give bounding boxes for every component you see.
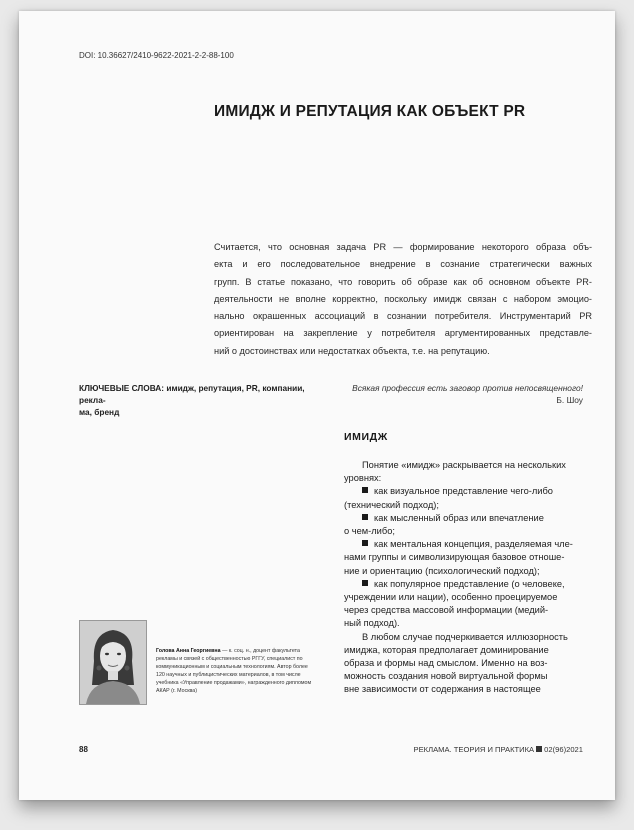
body-line: образа и формы над смыслом. Именно на воз-	[344, 658, 548, 669]
author-bio	[156, 647, 316, 695]
author-photo	[79, 620, 147, 705]
bullet-icon	[362, 514, 368, 520]
epigraph-text: Всякая профессия есть заговор против непосвященного!	[352, 383, 583, 393]
keywords	[79, 382, 319, 418]
list-item: как популярное представление (о человеке,	[344, 578, 594, 591]
journal-issue: 02(96)2021	[544, 745, 583, 754]
doi-line: DOI: 10.36627/2410-9622-2021-2-2-88-100	[79, 51, 234, 60]
author-bio-text: — к. соц. н., доцент факультета рекламы и связей с общественностью РГГУ, специалист по коммуникационным и социальным технологиям. Автор более 120 научных и публицистических материалов, в том числе учебника «Управление продажами», награжденного дипломом АКАР (г. Москва)	[156, 648, 312, 694]
bullet-icon	[362, 540, 368, 546]
journal-name: РЕКЛАМА. ТЕОРИЯ И ПРАКТИКА	[413, 745, 535, 754]
keywords-line: ма, бренд	[79, 407, 120, 417]
body-line: В любом случае подчеркивается иллюзорность	[362, 631, 568, 642]
body-line: ние и ориентацию (психологический подход);	[344, 565, 540, 576]
list-item: как ментальная концепция, разделяемая чле-	[344, 538, 594, 551]
abstract	[214, 239, 592, 360]
body-line: вне зависимости от содержания в настоящее	[344, 684, 541, 695]
body-line: ный подход).	[344, 618, 400, 629]
author-name: Голова Анна Георгиевна	[156, 648, 221, 654]
epigraph-author: Б. Шоу	[556, 395, 583, 405]
square-icon	[536, 746, 542, 752]
body-line: учреждении или нации), особенно проецируемое	[344, 592, 558, 603]
list-item: как визуальное представление чего-либо	[344, 485, 594, 498]
journal-page	[19, 11, 615, 800]
body-line: (технический подход);	[344, 499, 439, 510]
abstract-line: ний о достоинствах или недостатках объекта, т.е. на репутацию.	[214, 345, 490, 356]
journal-footer	[414, 745, 583, 754]
body-line: нами группы и символизирующая базовое отноше-	[344, 552, 565, 563]
body-line: имиджа, которая предполагает доминирование	[344, 644, 549, 655]
body-line: можность создания новой виртуальной формы	[344, 671, 548, 682]
keywords-line: КЛЮЧЕВЫЕ СЛОВА: имидж, репутация, PR, компании, рекла-	[79, 383, 305, 405]
body-line: через средства массовой информации (медий-	[344, 605, 549, 616]
article-title: ИМИДЖ И РЕПУТАЦИЯ КАК ОБЪЕКТ PR	[214, 103, 526, 120]
body-line: уровнях:	[344, 473, 382, 484]
abstract-line: екта и его последовательное внедрение в сознание стратегически важных	[214, 259, 592, 270]
page-number: 88	[79, 745, 88, 754]
article-body	[344, 459, 594, 697]
bullet-icon	[362, 580, 368, 586]
abstract-line: Считается, что основная задача PR — формирование некоторого образа объ-	[214, 242, 592, 252]
body-line: Понятие «имидж» раскрывается на нескольких	[362, 460, 566, 470]
body-line: о чем-либо;	[344, 526, 395, 537]
author-portrait-icon	[80, 621, 146, 704]
section-heading: ИМИДЖ	[344, 431, 388, 443]
abstract-line: деятельности не вполне корректно, поскольку имидж связан с набором эмоцио-	[214, 293, 592, 304]
bullet-icon	[362, 487, 368, 493]
list-item: как мысленный образ или впечатление	[344, 512, 594, 525]
abstract-line: групп. В статье показано, что говорить об образе как об основном объекте PR-	[214, 276, 592, 287]
abstract-line: нально окрашенных ассоциаций в сознании потребителя. Инструментарий PR	[214, 311, 592, 322]
abstract-line: ориентирован на закрепление у потребителя аргументированных представле-	[214, 328, 592, 339]
